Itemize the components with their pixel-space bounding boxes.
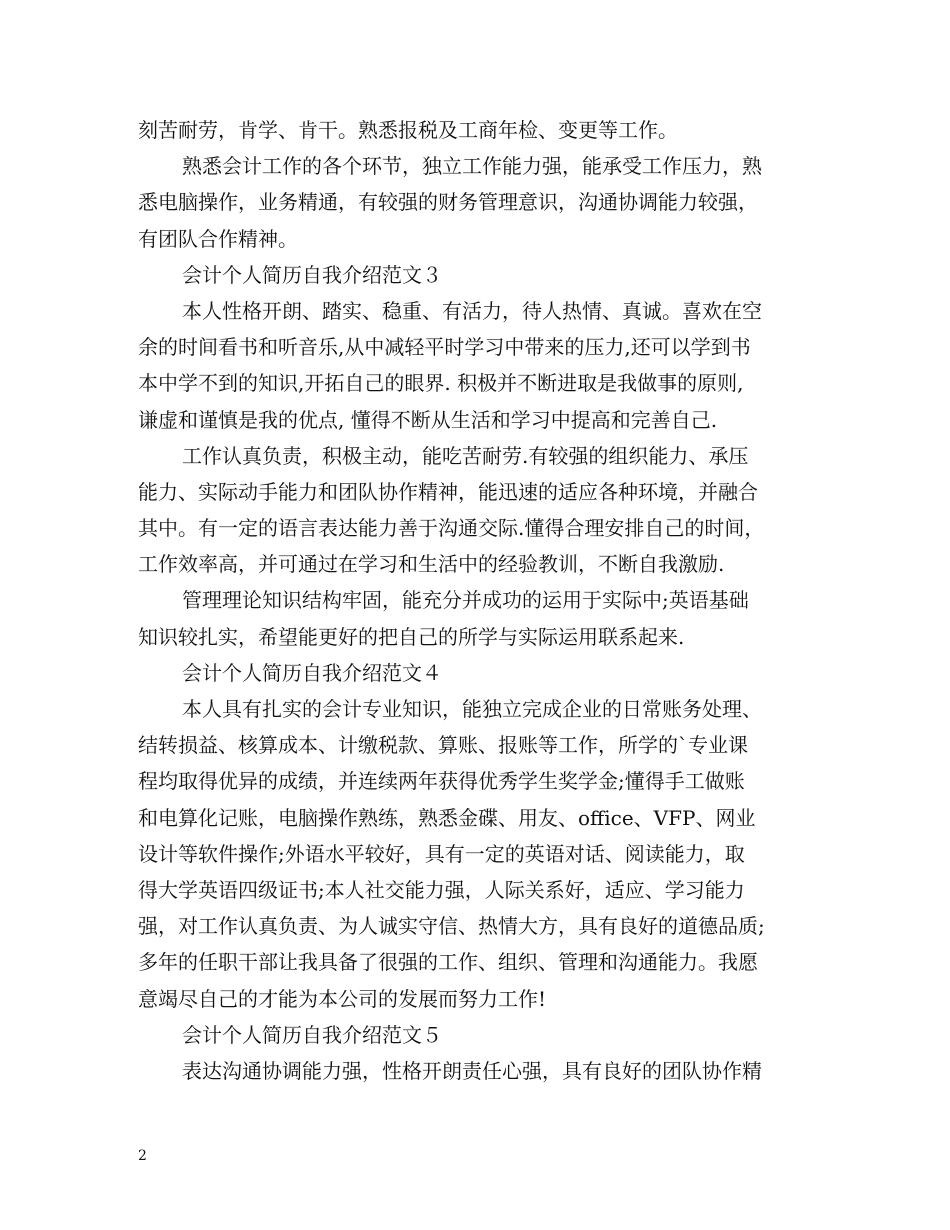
text-line: 悉电脑操作，业务精通，有较强的财务管理意识，沟通协调能力较强， <box>138 190 758 215</box>
text-line: 设计等软件操作;外语水平较好，具有一定的英语对话、阅读能力，取 <box>138 841 745 866</box>
page-number: 2 <box>138 1148 147 1164</box>
text-line: 熟悉会计工作的各个环节，独立工作能力强，能承受工作压力，熟 <box>182 154 762 179</box>
text-line: 本中学不到的知识,开拓自己的眼界. 积极并不断进取是我做事的原则, <box>138 371 744 396</box>
text-line: 本人具有扎实的会计专业知识，能独立完成企业的日常账务处理、 <box>182 697 762 721</box>
text-line: 本人性格开朗、踏实、稳重、有活力，待人热情、真诚。喜欢在空 <box>182 298 762 323</box>
text-line: 知识较扎实，希望能更好的把自己的所学与实际运用联系起来. <box>138 624 685 649</box>
text-line: 多年的任职干部让我具备了很强的工作、组织、管理和沟通能力。我愿 <box>138 950 758 975</box>
text-line: 管理理论知识结构牢固，能充分并成功的运用于实际中;英语基础 <box>182 588 749 613</box>
text-line: 其中。有一定的语言表达能力善于沟通交际.懂得合理安排自己的时间， <box>138 516 765 541</box>
text-line: 得大学英语四级证书;本人社交能力强，人际关系好，适应、学习能力 <box>138 877 745 902</box>
text-line: 能力、实际动手能力和团队协作精神，能迅速的适应各种环境，并融合 <box>138 479 758 504</box>
text-line: 工作认真负责，积极主动，能吃苦耐劳.有较强的组织能力、承压 <box>182 443 749 468</box>
text-line: 强，对工作认真负责、为人诚实守信、热情大方，具有良好的道德品质; <box>138 914 765 939</box>
text-line: 工作效率高，并可通过在学习和生活中的经验教训，不断自我激励. <box>138 552 725 577</box>
text-line: 程均取得优异的成绩，并连续两年获得优秀学生奖学金;懂得手工做账 <box>138 769 745 794</box>
text-line: 会计个人简历自我介绍范文３ <box>182 262 442 287</box>
text-line: 余的时间看书和听音乐,从中减轻平时学习中带来的压力,还可以学到书 <box>138 335 751 360</box>
body-text <box>138 112 818 1089</box>
text-line: 谦虚和谨慎是我的优点, 懂得不断从生活和学习中提高和完善自己. <box>138 407 718 432</box>
text-line: 和电算化记账，电脑操作熟练，熟悉金碟、用友、office、VFP、网业 <box>138 805 756 830</box>
text-line: 会计个人简历自我介绍范文５ <box>182 1022 442 1047</box>
text-line: 会计个人简历自我介绍范文４ <box>182 660 442 685</box>
text-line: 有团队合作精神。 <box>138 226 298 251</box>
text-line: 意竭尽自己的才能为本公司的发展而努力工作! <box>138 986 547 1011</box>
text-line: 结转损益、核算成本、计缴税款、算账、报账等工作，所学的`专业课 <box>138 733 748 758</box>
text-line: 表达沟通协调能力强，性格开朗责任心强，具有良好的团队协作精 <box>182 1058 762 1083</box>
text-line: 刻苦耐劳，肯学、肯干。熟悉报税及工商年检、变更等工作。 <box>138 118 678 142</box>
